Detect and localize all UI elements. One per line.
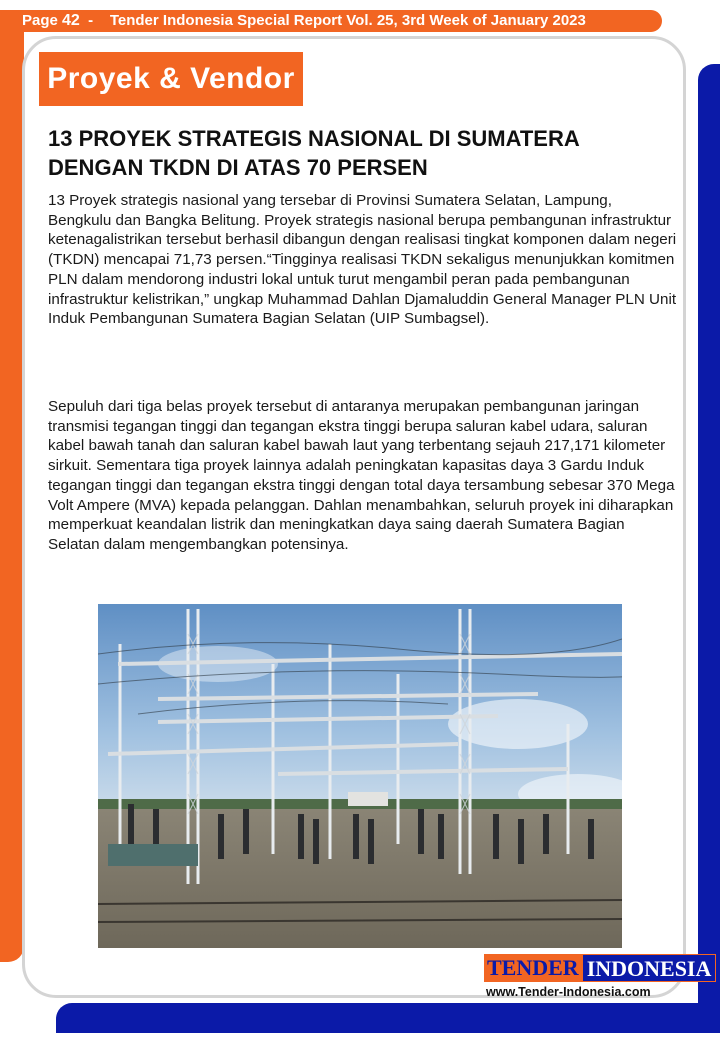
logo-word-indonesia: INDONESIA bbox=[582, 954, 717, 982]
substation-photo bbox=[98, 604, 622, 948]
page-header bbox=[22, 10, 586, 32]
article-title-line-1: 13 PROYEK STRATEGIS NASIONAL DI SUMATERA bbox=[48, 126, 580, 151]
publication-title: Tender Indonesia Special Report Vol. 25, 3rd Week of January 2023 bbox=[109, 12, 586, 29]
page-label: Page bbox=[22, 12, 58, 29]
page-number: 42 bbox=[62, 12, 80, 29]
article-paragraph-1: 13 Proyek strategis nasional yang tersebar di Provinsi Sumatera Selatan, Lampung, Bengkulu dan Bangka Belitung. Proyek strategis nasional berupa pembangunan infrastruktur ketenagalistrikan tersebut berhasil dibangun dengan realisasi tingkat komponen dalam negeri (TKDN) mencapai 71,73 persen.“Tingginya realisasi TKDN sekaligus menunjukkan komitmen PLN dalam mendorong industri lokal untuk turut mengambil peran pada pembangunan infrastruktur kelistrikan,” ungkap Muhammad Dahlan Djamaluddin General Manager PLN Unit Induk Pembangunan Sumatera Bagian Selatan (UIP Sumbagsel). bbox=[48, 192, 677, 328]
logo-word-tender: TENDER bbox=[484, 954, 582, 982]
right-accent-bar bbox=[698, 64, 720, 1024]
website-url[interactable]: www.Tender-Indonesia.com bbox=[486, 985, 651, 999]
bottom-accent-bar bbox=[56, 1003, 720, 1033]
tender-indonesia-logo bbox=[484, 954, 712, 982]
header-separator: - bbox=[88, 12, 94, 29]
article-title bbox=[48, 124, 668, 182]
article-paragraph-2: Sepuluh dari tiga belas proyek tersebut di antaranya merupakan pembangunan jaringan transmisi tegangan tinggi dan tegangan ekstra tinggi berupa saluran kabel udara, saluran kabel bawah tanah dan saluran kabel bawah laut yang terbentang sejauh 217,171 kilometer sirkuit. Sementara tiga proyek lainnya adalah peningkatan kapasitas daya 3 Gardu Induk tegangan tinggi dan tegangan ekstra tinggi dengan total daya tersambung sebesar 370 Mega Volt Ampere (MVA) kepada pelanggan. Dahlan menambahkan, seluruh proyek ini diharapkan memperkuat keandalan listrik dan meningkatkan daya saing daerah Sumatera Bagian Selatan dalam mengembangkan potensinya. bbox=[48, 398, 675, 553]
article-title-line-2: DENGAN TKDN DI ATAS 70 PERSEN bbox=[48, 155, 428, 180]
left-accent-bar bbox=[0, 10, 24, 962]
section-label: Proyek & Vendor bbox=[39, 52, 303, 106]
